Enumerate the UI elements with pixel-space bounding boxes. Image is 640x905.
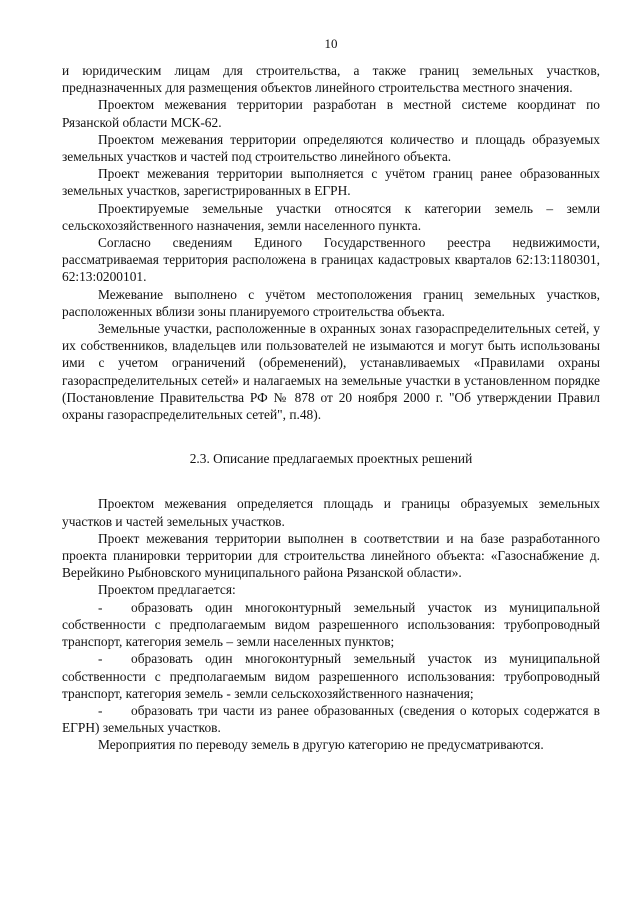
list-marker: - xyxy=(98,702,103,718)
list-marker: - xyxy=(98,599,103,615)
section-heading: 2.3. Описание предлагаемых проектных решений xyxy=(189,451,473,467)
paragraph-surveying: Межевание выполнено с учётом местоположения границ земельных участков, расположенных вблизи зоны планируемого строительства объекта. xyxy=(62,286,600,319)
paragraph-coordinate-system: Проектом межевания территории разработан в местной системе координат по Рязанской области МСК-62. xyxy=(62,97,600,130)
paragraph-land-category: Проектируемые земельные участки относятся к категории земель – земли сельскохозяйственного назначения, земли населенного пункта. xyxy=(62,200,600,233)
paragraph-security-zones: Земельные участки, расположенные в охранных зонах газораспределительных сетей, у их собственников, владельцев или пользователей не изымаются и могут быть использованы ими с учетом ограничений (обременений), устанавливаемых «Правилами охраны газораспределительных сетей» и налагаемых на земельные участки в установленном порядке (Постановление Правительства РФ № 878 от 20 ноября 2000 г. "Об утверждении Правил охраны газораспределительных сетей", п.48). xyxy=(62,321,600,423)
paragraph-closing: Мероприятия по переводу земель в другую категорию не предусматриваются. xyxy=(98,737,544,753)
list-item xyxy=(62,702,600,736)
proposal-list xyxy=(62,599,600,737)
list-item-text: образовать три части из ранее образованных (сведения о которых содержатся в ЕГРН) земельных участков. xyxy=(62,702,600,736)
paragraph-continuation: и юридическим лицам для строительства, а также границ земельных участков, предназначенных для размещения объектов линейного строительства местного значения. xyxy=(62,63,600,96)
list-item xyxy=(62,650,600,702)
list-item xyxy=(62,599,600,651)
list-item-text: образовать один многоконтурный земельный участок из муниципальной собственности с предполагаемым видом разрешенного использования: трубопроводный транспорт, категория земель - земли сельскохозяйственного назначения; xyxy=(62,651,600,701)
list-item-text: образовать один многоконтурный земельный участок из муниципальной собственности с предполагаемым видом разрешенного использования: трубопроводный транспорт, категория земель – земли населенных пунктов; xyxy=(62,599,600,650)
paragraph-area-boundaries: Проектом межевания определяется площадь и границы образуемых земельных участков и частей земельных участков. xyxy=(62,496,600,529)
paragraph-egrn-boundaries: Проект межевания территории выполняется с учётом границ ранее образованных земельных участков, зарегистрированных в ЕГРН. xyxy=(62,166,600,199)
list-marker: - xyxy=(98,651,103,667)
paragraph-cadastral-quarters: Согласно сведениям Единого Государственного реестра недвижимости, рассматриваемая территория расположена в границах кадастровых кварталов 62:13:1180301, 62:13:0200101. xyxy=(62,235,600,285)
paragraph-quantity-area: Проектом межевания территории определяются количество и площадь образуемых земельных участков и частей под строительство линейного объекта. xyxy=(62,131,600,165)
page-number: 10 xyxy=(324,36,338,51)
paragraph-project-basis: Проект межевания территории выполнен в соответствии и на базе разработанного проекта планировки территории для строительства линейного объекта: «Газоснабжение д. Верейкино Рыбновского муниципального района Рязанской области». xyxy=(62,530,600,581)
paragraph-proposal-intro: Проектом предлагается: xyxy=(98,582,236,598)
